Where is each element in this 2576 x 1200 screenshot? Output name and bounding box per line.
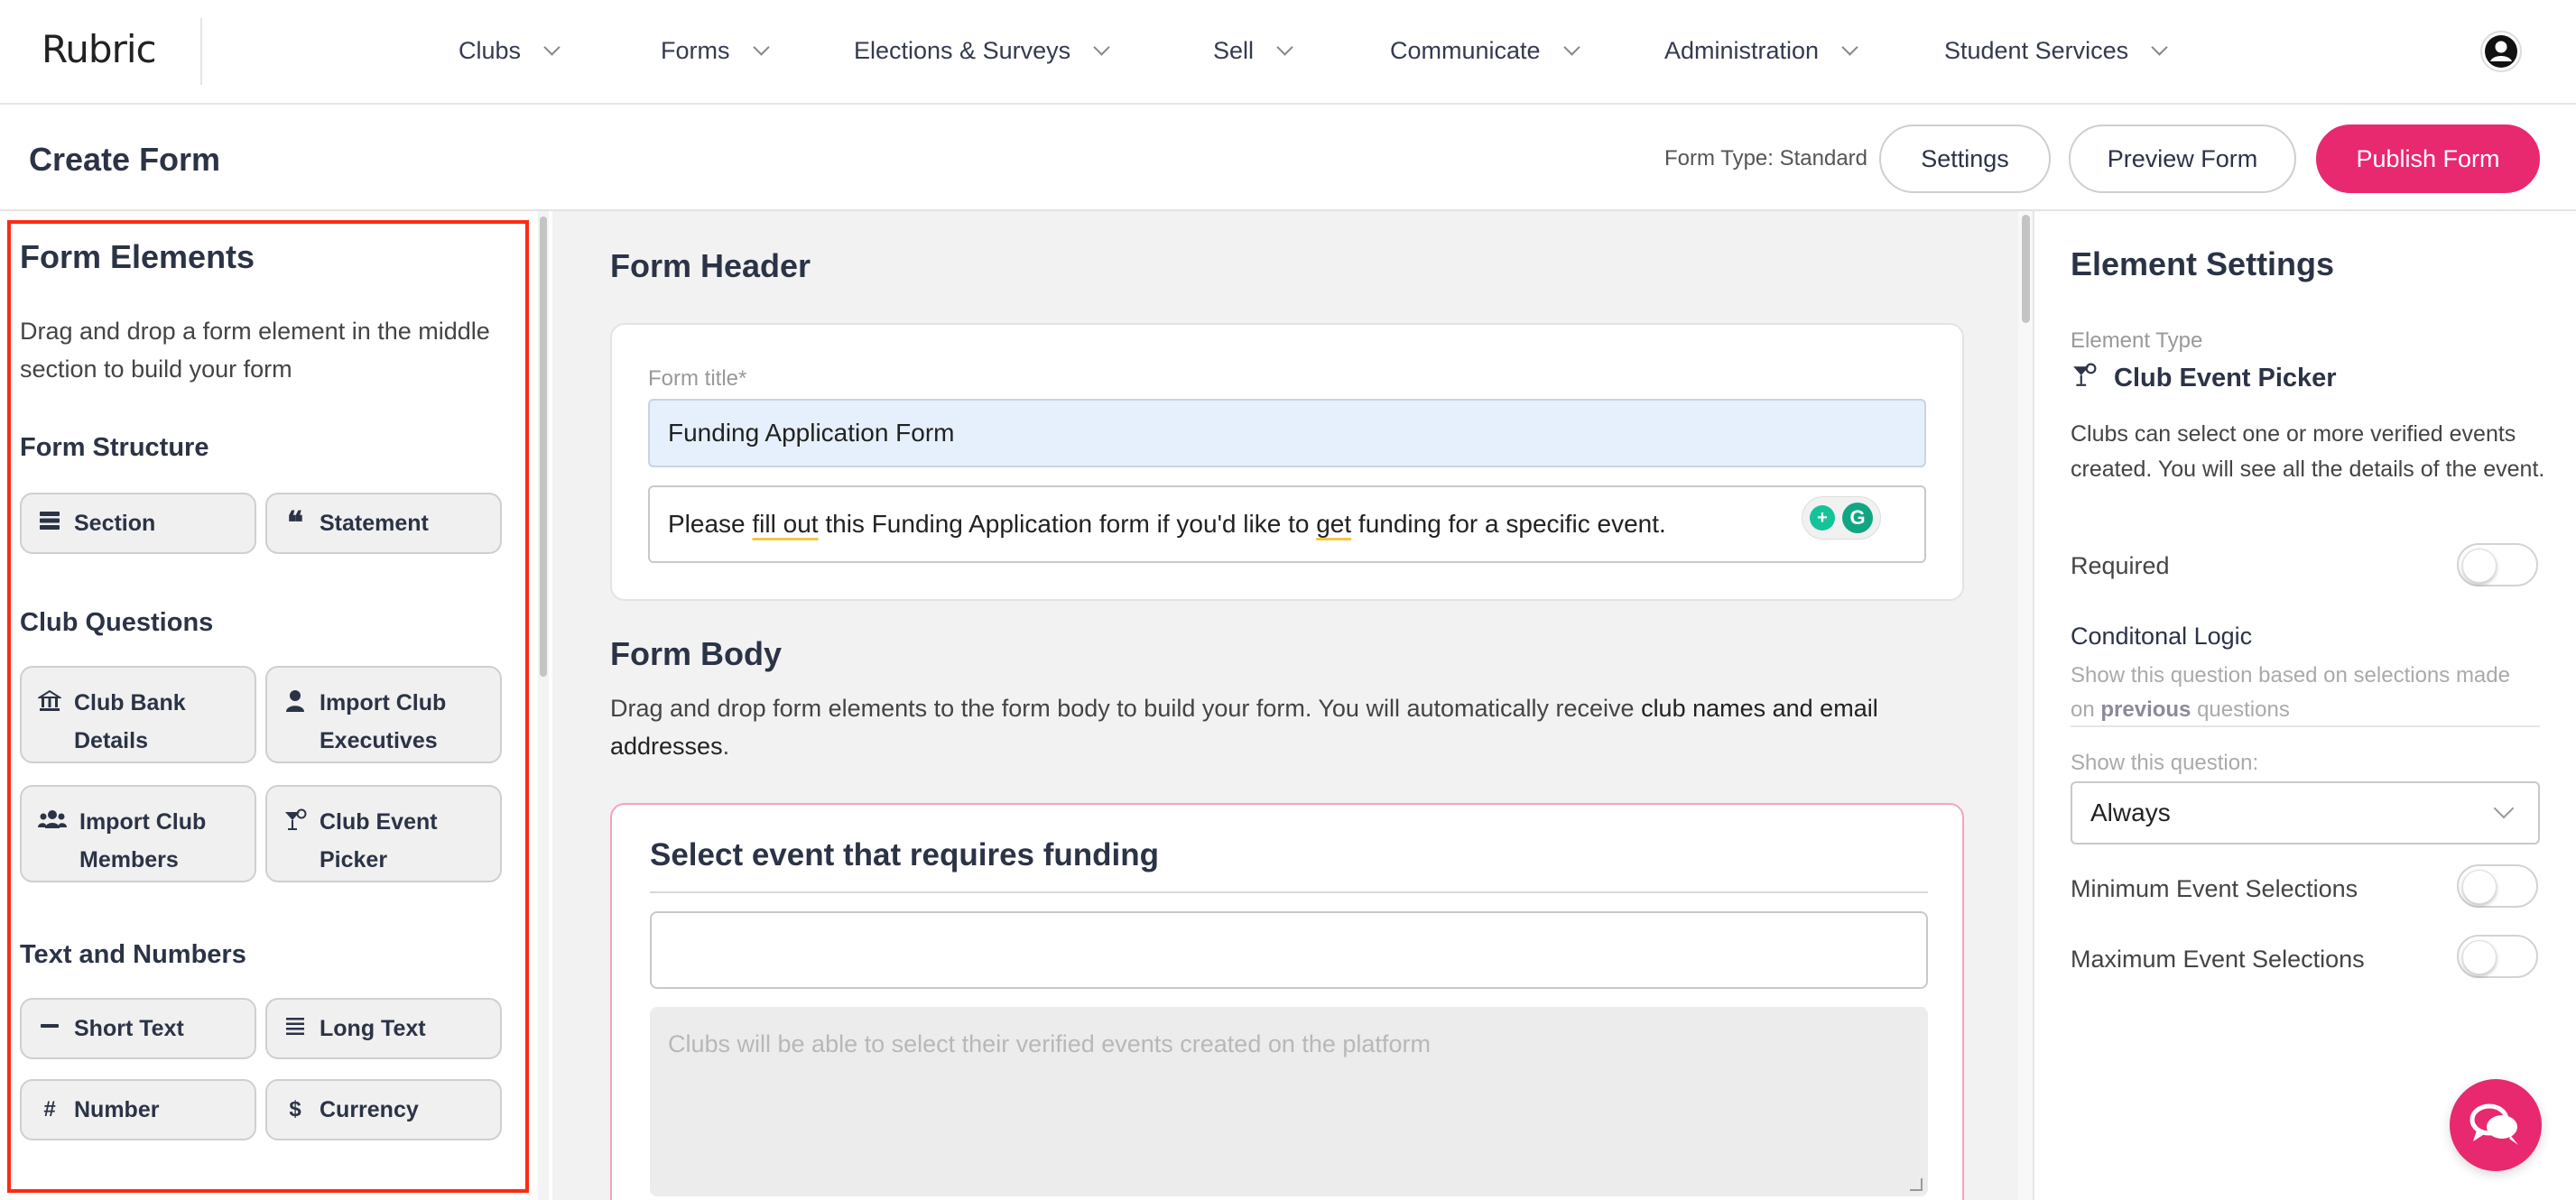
dollar-icon: $ — [289, 1097, 301, 1122]
rubric-logo[interactable]: Rubric — [42, 27, 156, 71]
lines-icon — [283, 1016, 307, 1042]
nav-label: Student Services — [1944, 36, 2129, 64]
element-label: Long Text — [320, 1015, 426, 1041]
element-long-text[interactable] — [265, 998, 502, 1059]
page-title: Create Form — [29, 141, 221, 178]
canvas-scrollbar[interactable] — [2018, 211, 2033, 1200]
element-label: Section — [74, 510, 156, 536]
chevron-down-icon — [1276, 39, 1293, 55]
cocktail-icon — [283, 808, 307, 838]
minus-icon — [38, 1016, 61, 1042]
nav-label: Sell — [1213, 36, 1255, 64]
element-type-value: Club Event Picker — [2071, 363, 2337, 394]
resize-handle-icon[interactable] — [1910, 1178, 1923, 1191]
section-title-club-questions: Club Questions — [20, 608, 214, 637]
element-type-description: Clubs can select one or more verified events created. You will see all the details of the event. — [2071, 421, 2545, 482]
element-label: Number — [74, 1096, 160, 1122]
element-import-club-executives[interactable] — [265, 666, 502, 763]
form-body-title: Form Body — [610, 635, 783, 672]
element-label-line1: Import Club — [79, 809, 207, 835]
hash-icon: # — [43, 1097, 56, 1122]
chevron-down-icon — [1841, 39, 1858, 55]
max-selections-toggle[interactable] — [2457, 935, 2538, 978]
show-question-label: Show this question: — [2071, 751, 2259, 775]
form-title-input[interactable] — [648, 399, 1926, 467]
logo-divider — [200, 18, 202, 85]
spelling-underline: fill out — [752, 510, 819, 538]
grammarly-widget[interactable] — [1802, 496, 1881, 540]
bank-icon — [38, 689, 61, 719]
form-description-input[interactable] — [648, 485, 1926, 563]
form-type-label: Form Type: Standard — [1664, 146, 1867, 171]
show-question-select[interactable] — [2071, 781, 2540, 845]
min-selections-label: Minimum Event Selections — [2071, 875, 2358, 902]
form-elements-description: Drag and drop a form element in the middle section to build your form — [20, 318, 490, 383]
element-club-bank-details[interactable] — [20, 666, 256, 763]
canvas-scroll-thumb[interactable] — [2022, 215, 2030, 323]
publish-form-button[interactable]: Publish Form — [2316, 125, 2540, 193]
user-avatar-button[interactable] — [2480, 31, 2522, 72]
form-description-value: Please fill out this Funding Application form if you'd like to get funding for a specific event. — [668, 510, 1666, 538]
conditional-logic-title: Conditonal Logic — [2071, 623, 2253, 650]
nav-student-services[interactable] — [1944, 34, 2165, 67]
element-label-line2: Details — [74, 728, 148, 753]
max-selections-label: Maximum Event Selections — [2071, 946, 2365, 973]
nav-communicate[interactable] — [1390, 34, 1578, 67]
question-title: Select event that requires funding — [650, 837, 1159, 872]
preview-form-button[interactable]: Preview Form — [2069, 125, 2296, 193]
nav-elections-surveys[interactable] — [854, 34, 1107, 67]
question-input[interactable] — [650, 911, 1928, 989]
form-body-description-highlight: club names and email addresses — [610, 695, 1878, 760]
element-label-line2: Executives — [320, 728, 438, 753]
element-club-event-picker[interactable] — [265, 785, 502, 882]
cocktail-icon — [2071, 363, 2101, 394]
quote-icon: ❝ — [286, 505, 304, 541]
element-label-line1: Club Event — [320, 809, 438, 835]
question-card[interactable] — [610, 803, 1964, 1200]
element-settings-title: Element Settings — [2071, 245, 2335, 282]
element-import-club-members[interactable] — [20, 785, 256, 882]
form-elements-panel — [0, 211, 552, 1200]
user-icon — [283, 689, 307, 719]
element-statement[interactable] — [265, 493, 502, 554]
element-label-line1: Club Bank — [74, 690, 186, 715]
grammarly-suggest-icon[interactable]: + — [1810, 505, 1835, 531]
nav-label: Communicate — [1390, 36, 1541, 64]
list-icon — [38, 511, 61, 537]
nav-label: Clubs — [459, 36, 522, 64]
chevron-down-icon — [1563, 39, 1580, 55]
page-header — [0, 105, 2576, 211]
form-body-description: Drag and drop form elements to the form body to build your form. You will automatically receive club names and email addresses. — [610, 695, 1878, 760]
grammarly-logo-icon[interactable]: G — [1842, 503, 1873, 533]
nav-clubs[interactable] — [459, 34, 558, 67]
conditional-logic-description: Show this question based on selections made on previous questions — [2071, 663, 2510, 722]
spelling-underline: get — [1316, 510, 1352, 538]
nav-label: Elections & Surveys — [854, 36, 1071, 64]
question-placeholder-area — [650, 1007, 1928, 1196]
element-label: Statement — [320, 510, 429, 536]
element-short-text[interactable] — [20, 998, 256, 1059]
chevron-down-icon — [753, 39, 769, 55]
chevron-down-icon — [1093, 39, 1109, 55]
element-number[interactable] — [20, 1079, 256, 1140]
nav-label: Forms — [661, 36, 730, 64]
chevron-down-icon — [2151, 39, 2167, 55]
left-panel-scroll-thumb[interactable] — [540, 217, 547, 677]
form-title-label: Form title* — [648, 366, 747, 391]
nav-label: Administration — [1664, 36, 1820, 64]
element-label-line2: Picker — [320, 847, 388, 872]
show-question-value: Always — [2090, 798, 2171, 826]
settings-button[interactable]: Settings — [1879, 125, 2051, 193]
required-label: Required — [2071, 552, 2170, 579]
nav-administration[interactable] — [1664, 34, 1856, 67]
user-circle-icon — [2484, 34, 2518, 69]
form-header-title: Form Header — [610, 247, 811, 284]
element-currency[interactable] — [265, 1079, 502, 1140]
nav-sell[interactable] — [1213, 34, 1291, 67]
element-section[interactable] — [20, 493, 256, 554]
users-icon — [38, 808, 67, 836]
nav-forms[interactable] — [661, 34, 767, 67]
chevron-down-icon — [2494, 798, 2515, 819]
form-title-value: Funding Application Form — [668, 419, 955, 447]
top-navigation — [0, 0, 2576, 105]
section-title-text-numbers: Text and Numbers — [20, 940, 246, 969]
element-label-line2: Members — [79, 847, 179, 872]
chat-support-button[interactable] — [2450, 1079, 2542, 1171]
section-title-form-structure: Form Structure — [20, 433, 209, 462]
chevron-down-icon — [543, 39, 560, 55]
element-type-label: Element Type — [2071, 328, 2203, 353]
chat-bubble-icon — [2469, 1102, 2522, 1149]
question-placeholder: Clubs will be able to select their verified events created on the platform — [668, 1030, 1431, 1057]
element-label-line1: Import Club — [320, 690, 447, 715]
question-divider — [650, 891, 1928, 893]
min-selections-toggle[interactable] — [2457, 864, 2538, 908]
required-toggle[interactable] — [2457, 543, 2538, 586]
logic-divider — [2071, 725, 2540, 727]
form-elements-title: Form Elements — [20, 238, 255, 275]
element-label: Currency — [320, 1096, 419, 1122]
element-label: Short Text — [74, 1015, 184, 1041]
